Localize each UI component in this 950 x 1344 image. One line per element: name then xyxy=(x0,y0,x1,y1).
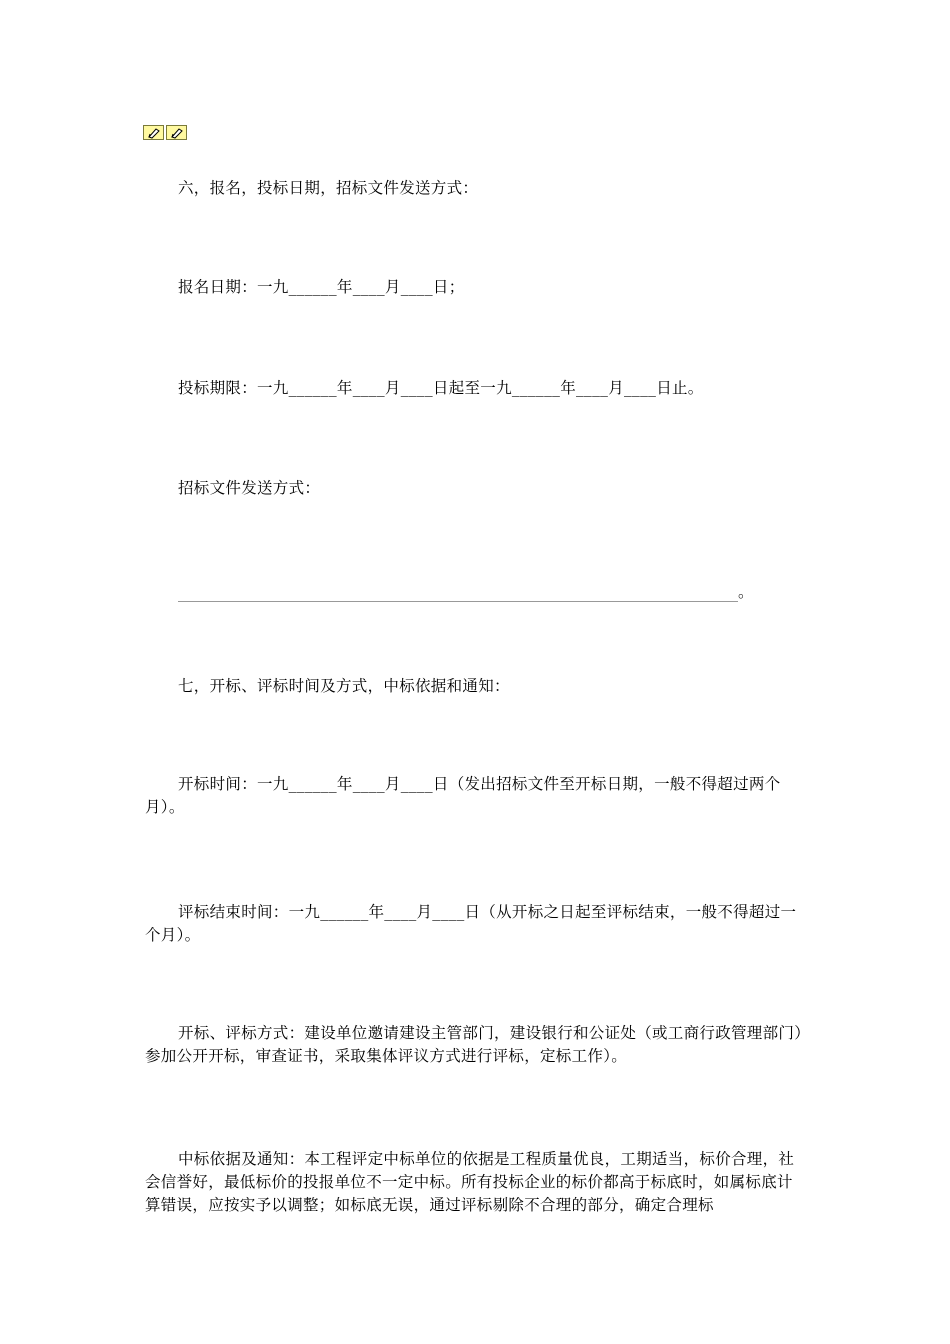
section-7-heading: 七，开标、评标时间及方式，中标依据和通知： xyxy=(178,677,510,695)
pencil-icon[interactable] xyxy=(166,125,187,140)
delivery-period: 。 xyxy=(738,583,754,601)
toolbar-icons xyxy=(143,125,187,140)
bid-period: 投标期限：一九______年____月____日起至一九______年____月____日止。 xyxy=(178,379,704,397)
opening-evaluation-method: 开标、评标方式：建设单位邀请建设主管部门，建设银行和公证处（或工商行政管理部门）参加公开开标，审查证书，采取集体评议方式进行评标，定标工作）。 xyxy=(145,1024,803,1065)
award-basis: 中标依据及通知：本工程评定中标单位的依据是工程质量优良，工期适当，标价合理，社会信誉好，最低标价的投报单位不一定中标。所有投标企业的标价都高于标底时，如属标底计算错误，应按实予以调整；如标底无误，通过评标剔除不合理的部分，确定合理标 xyxy=(145,1150,795,1214)
blank-line xyxy=(178,586,738,602)
section-6-heading: 六，报名，投标日期，招标文件发送方式： xyxy=(178,179,479,197)
delivery-fill-line xyxy=(178,580,754,602)
document-delivery-label: 招标文件发送方式： xyxy=(178,479,321,497)
opening-time: 开标时间：一九______年____月____日（发出招标文件至开标日期，一般不得超过两个月）。 xyxy=(145,775,781,816)
pencil-icon[interactable] xyxy=(143,125,164,140)
registration-date: 报名日期：一九______年____月____日； xyxy=(178,278,465,296)
evaluation-end-time: 评标结束时间：一九______年____月____日（从开标之日起至评标结束，一般不得超过一个月）。 xyxy=(145,903,797,944)
